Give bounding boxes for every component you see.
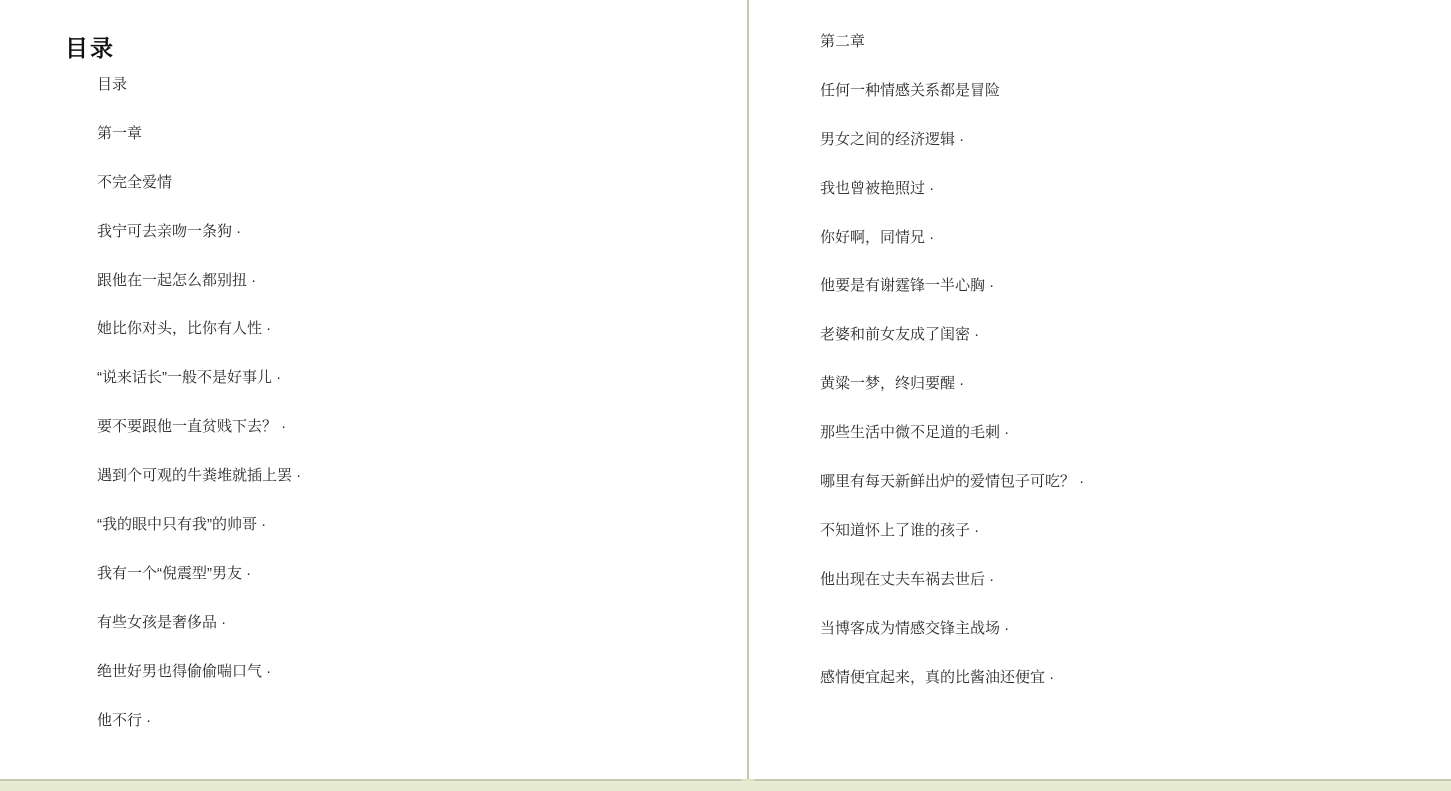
toc-entry[interactable]: 第二章: [820, 33, 866, 50]
toc-entry[interactable]: 我也曾被艳照过 ·: [820, 179, 935, 197]
toc-entry[interactable]: 她比你对头，比你有人性 ·: [97, 320, 272, 338]
toc-entry[interactable]: 他不行 ·: [97, 711, 152, 729]
toc-entry[interactable]: 老婆和前女友成了闺密 ·: [820, 326, 980, 344]
toc-entry[interactable]: 你好啊，同情兄 ·: [820, 228, 935, 246]
toc-entry[interactable]: 我宁可去亲吻一条狗 ·: [97, 222, 242, 240]
toc-entry[interactable]: 任何一种情感关系都是冒险: [820, 81, 1001, 99]
toc-entry[interactable]: 感情便宜起来，真的比酱油还便宜 ·: [820, 668, 1055, 686]
toc-entry[interactable]: 当博客成为情感交锋主战场 ·: [820, 619, 1010, 637]
toc-entry[interactable]: 男女之间的经济逻辑 ·: [820, 130, 965, 148]
toc-entry[interactable]: 那些生活中微不足道的毛刺 ·: [820, 424, 1010, 442]
toc-entry[interactable]: 我有一个“倪震型”男友 ·: [97, 564, 252, 582]
toc-entry[interactable]: “说来话长”一般不是好事儿 ·: [97, 369, 282, 387]
toc-entry[interactable]: 哪里有每天新鲜出炉的爱情包子可吃？ ·: [820, 473, 1085, 491]
toc-entry[interactable]: 他出现在丈夫车祸去世后 ·: [820, 570, 995, 588]
toc-entry[interactable]: 不完全爱情: [97, 173, 173, 191]
toc-entry[interactable]: 黄粱一梦，终归要醒 ·: [820, 375, 965, 393]
toc-entry[interactable]: 有些女孩是奢侈品 ·: [97, 613, 227, 631]
toc-entry[interactable]: 绝世好男也得偷偷喘口气 ·: [97, 662, 272, 680]
toc-page-title: 目录: [65, 36, 115, 61]
toc-entry[interactable]: 不知道怀上了谁的孩子 ·: [820, 521, 980, 539]
toc-entry[interactable]: “我的眼中只有我”的帅哥 ·: [97, 516, 267, 534]
toc-entry[interactable]: 他要是有谢霆锋一半心胸 ·: [820, 277, 995, 295]
bottom-strip: [0, 781, 1451, 791]
page-right: [749, 0, 1451, 779]
toc-entry[interactable]: 遇到个可观的牛粪堆就插上罢 ·: [97, 467, 302, 485]
toc-entry[interactable]: 第一章: [97, 124, 143, 142]
toc-entry[interactable]: 要不要跟他一直贫贱下去？ ·: [97, 418, 287, 436]
toc-list-left: [97, 76, 301, 760]
toc-list-right: [820, 33, 1084, 717]
toc-entry[interactable]: 目录: [97, 76, 128, 93]
toc-entry[interactable]: 跟他在一起怎么都别扭 ·: [97, 271, 257, 289]
